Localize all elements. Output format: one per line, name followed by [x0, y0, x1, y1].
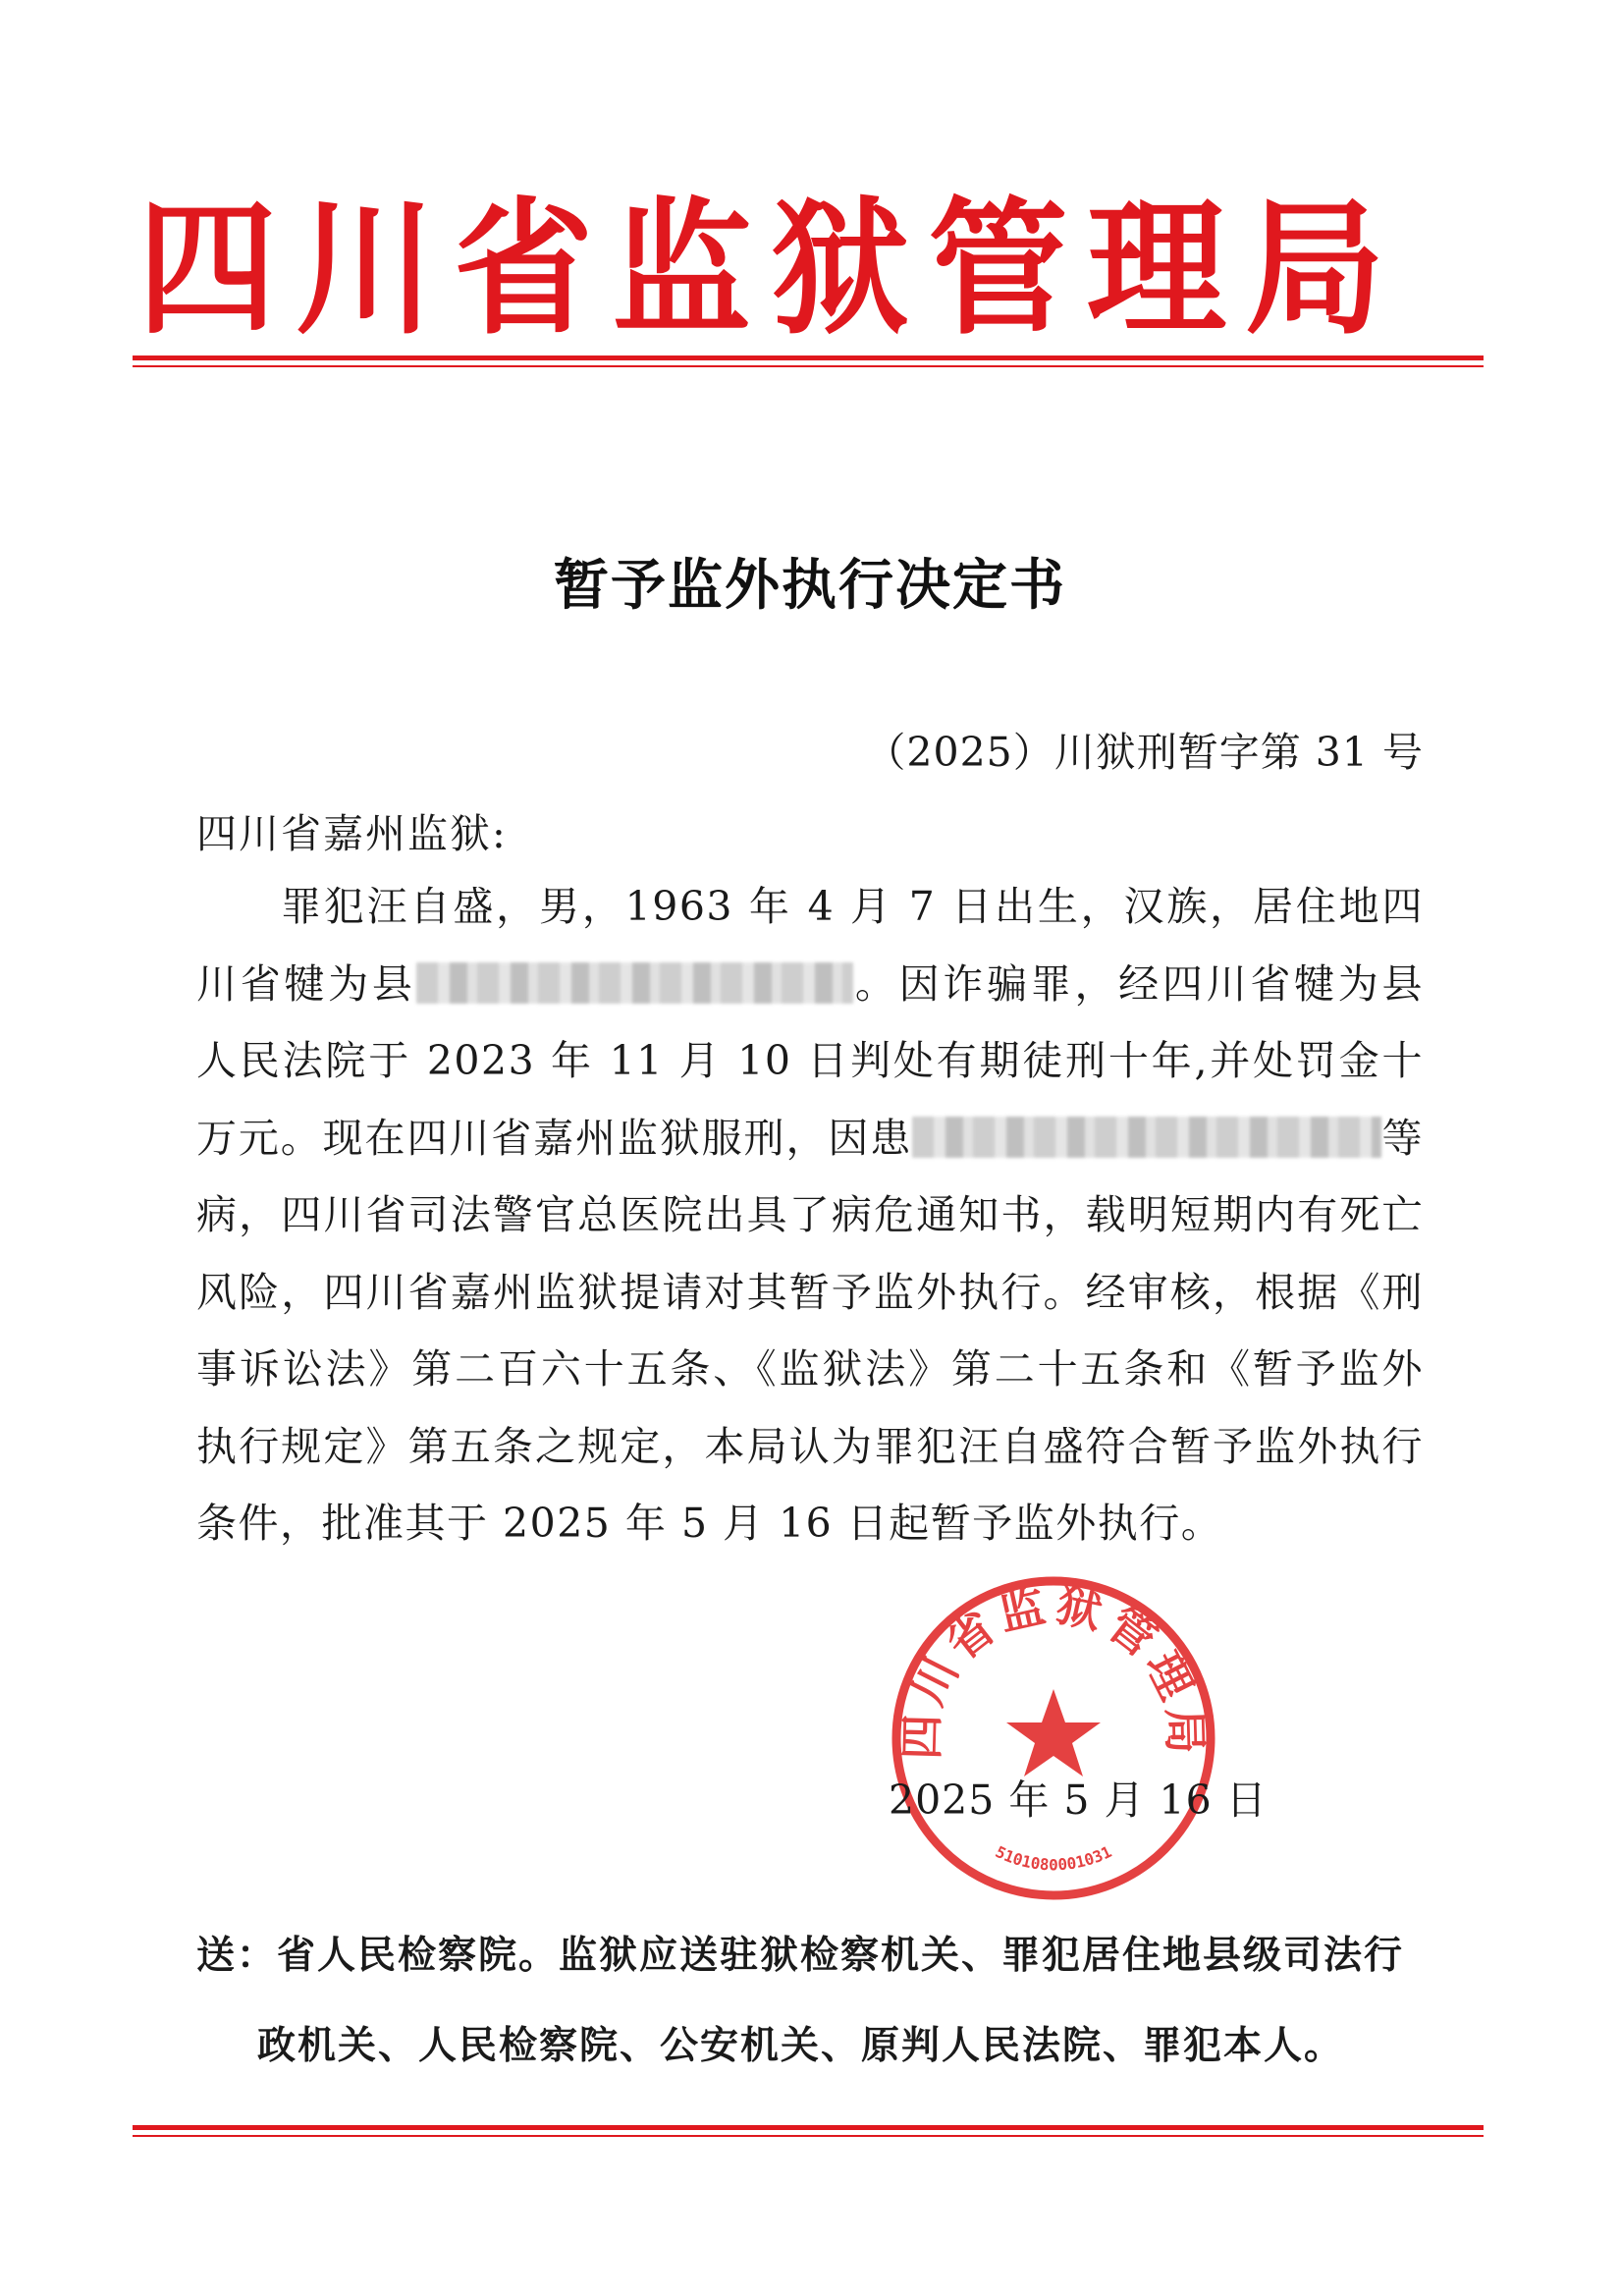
redacted-illness	[912, 1117, 1381, 1158]
letterhead-rule-thin	[133, 365, 1484, 367]
redacted-address	[416, 962, 853, 1004]
recipient: 四川省嘉州监狱:	[196, 810, 508, 857]
letterhead-org-name	[137, 184, 1384, 355]
letterhead-char: 理	[1086, 184, 1226, 355]
letterhead-char: 川	[296, 184, 436, 355]
distribution-list	[196, 1911, 1433, 2092]
body-part-2: 。因诈骗罪，经四川省犍为县人民法院于 2023 年 11 月 10 日判处有期徒刑十年,并处罚金十万元。现在四川省嘉州监狱服刑，因患	[196, 959, 1425, 1162]
footer-rule-thick	[133, 2125, 1484, 2130]
body-part-3: 等病，四川省司法警官总医院出具了病危通知书，载明短期内有死亡风险，四川省嘉州监狱提请对其暂予监外执行。经审核，根据《刑事诉讼法》第二百六十五条、《监狱法》第二十五条和《暂予监外执行规定》第五条之规定，本局认为罪犯汪自盛符合暂予监外执行条件，批准其于 2025 年 5 月 16 日起暂予监外执行。	[196, 1114, 1424, 1547]
letterhead-char: 局	[1244, 184, 1384, 355]
letterhead-char: 狱	[770, 184, 910, 355]
distribution-line-1: 送：省人民检察院。监狱应送驻狱检察机关、罪犯居住地县级司法行	[196, 1934, 1405, 1978]
distribution-line-2: 政机关、人民检察院、公安机关、原判人民法院、罪犯本人。	[257, 2024, 1345, 2068]
seal-code: 5101080001031	[992, 1841, 1115, 1875]
footer-rule-thin	[133, 2135, 1484, 2137]
document-number: （2025）川狱刑暂字第 31 号	[865, 729, 1424, 776]
document-date: 2025 年 5 月 16 日	[889, 1777, 1268, 1824]
document-body	[196, 868, 1424, 1562]
letterhead-char: 四	[137, 184, 277, 355]
star-icon	[1006, 1689, 1101, 1777]
letterhead-char: 管	[928, 184, 1068, 355]
official-seal	[889, 1573, 1218, 1903]
seal-text: 四川省监狱管理局	[894, 1577, 1213, 1761]
body-part-1: 罪犯汪自盛，男，1963 年 4 月 7 日出生，汉族，居住地四川省犍为县	[196, 883, 1424, 1008]
letterhead-rule-thick	[133, 355, 1484, 360]
letterhead-char: 监	[612, 184, 752, 355]
document-title: 暂予监外执行决定书	[554, 554, 1066, 618]
letterhead-char: 省	[454, 184, 594, 355]
